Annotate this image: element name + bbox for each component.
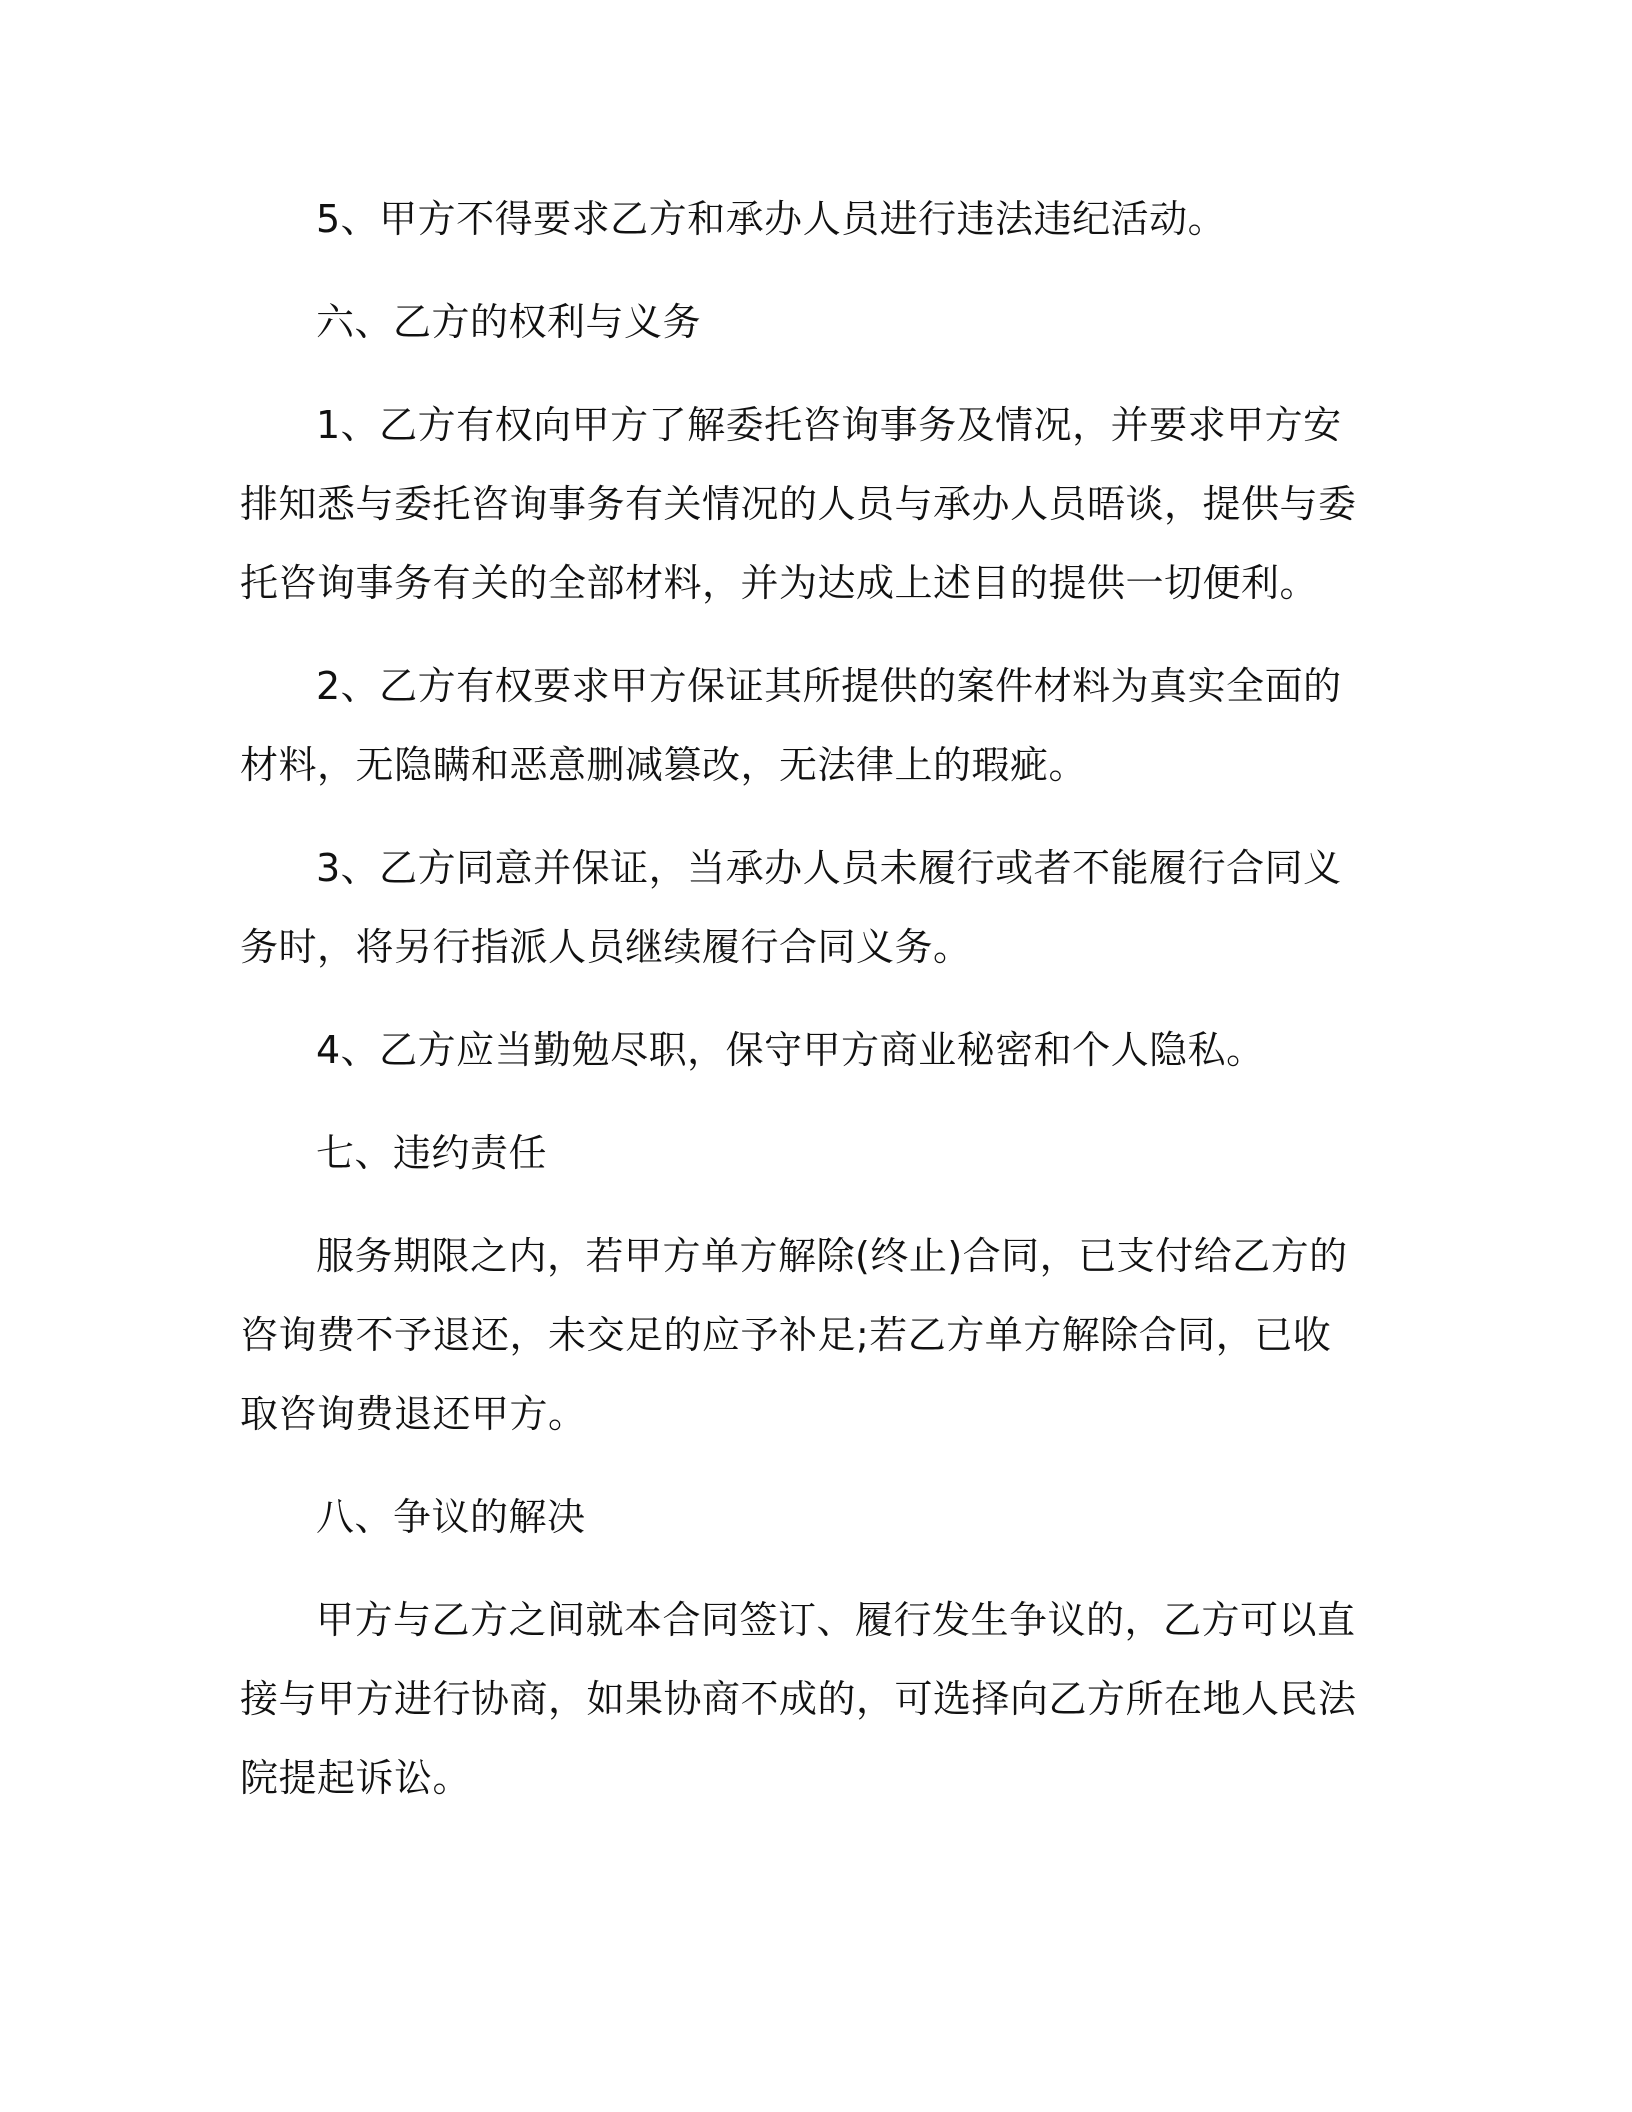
section-7-heading: 七、违约责任 xyxy=(316,1131,548,1175)
clause-6-3-paragraph: 3、乙方同意并保证，当承办人员未履行或者不能履行合同义务时，将另行指派人员继续履行合同义务。 xyxy=(240,846,1342,969)
clause-5-paragraph: 5、甲方不得要求乙方和承办人员进行违法违纪活动。 xyxy=(316,197,1227,241)
section-7-paragraph: 服务期限之内，若甲方单方解除(终止)合同，已支付给乙方的咨询费不予退还，未交足的应予补足;若乙方单方解除合同，已收取咨询费退还甲方。 xyxy=(240,1234,1348,1436)
clause-6-2-paragraph: 2、乙方有权要求甲方保证其所提供的案件材料为真实全面的材料，无隐瞒和恶意删减篡改，无法律上的瑕疵。 xyxy=(240,664,1342,787)
section-8-heading: 八、争议的解决 xyxy=(316,1495,586,1539)
clause-6-1-paragraph: 1、乙方有权向甲方了解委托咨询事务及情况，并要求甲方安排知悉与委托咨询事务有关情况的人员与承办人员晤谈，提供与委托咨询事务有关的全部材料，并为达成上述目的提供一切便利。 xyxy=(240,403,1357,605)
section-6-heading: 六、乙方的权利与义务 xyxy=(316,300,702,344)
section-8-paragraph: 甲方与乙方之间就本合同签订、履行发生争议的，乙方可以直接与甲方进行协商，如果协商不成的，可选择向乙方所在地人民法院提起诉讼。 xyxy=(240,1598,1357,1800)
document-body xyxy=(240,180,1368,1842)
clause-6-4-paragraph: 4、乙方应当勤勉尽职，保守甲方商业秘密和个人隐私。 xyxy=(316,1028,1265,1072)
